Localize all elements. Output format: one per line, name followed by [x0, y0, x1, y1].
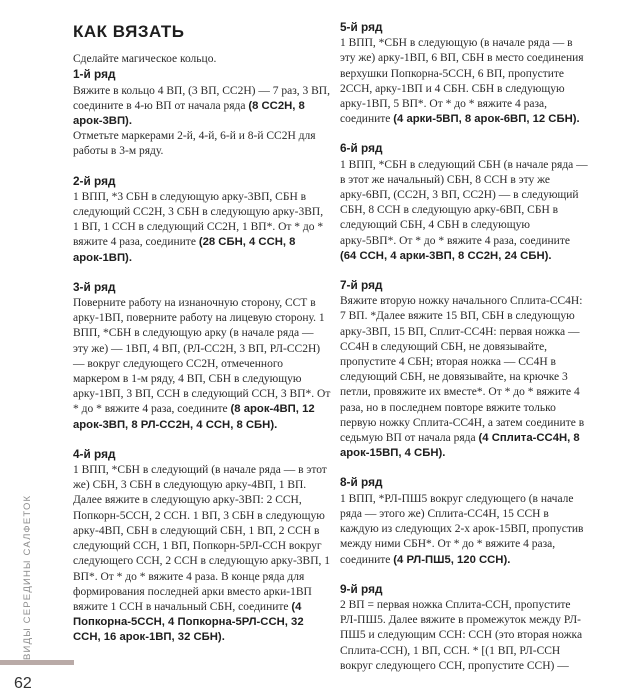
row-title: 5-й ряд [340, 20, 383, 34]
page-bar [0, 660, 74, 665]
right-sections [340, 20, 588, 674]
row-text: 1 ВПП, *СБН в следующую (в начале ряда — в эту же) арку-1ВП, 6 ВП, СБН в место соединения верхушки Попкорна-5ССН, 6 ВП, пропустите 2ССН, арку-1ВП и 4 СБН. СБН в следующую арку-1ВП, 5 ВП*. От * до * вяжите 4 раза, соедините [340, 37, 584, 126]
row-instructions [73, 190, 331, 266]
row-title: 1-й ряд [73, 67, 116, 82]
row-instructions [340, 36, 588, 127]
row-note: Отметьте маркерами 2-й, 4-й, 6-й и 8-й СС2Н для работы в 3-м ряду. [73, 130, 316, 158]
row-title: 3-й ряд [73, 279, 116, 294]
row-text: Вяжите вторую ножку начального Сплита-СС4Н: 7 ВП. *Далее вяжите 15 ВП, СБН в следующую арку-3ВП, 15 ВП, Сплит-СС4Н: первая ножка — СС4Н в следующий СБН, не довязывайте, пропустите 4 СБН; вторая ножка — СС4Н в следующий СБН, не довязывайте, на крючке 3 петли, провяжите их вместе*. От * до * вяжите 4 раза, но в последнем повторе вяжите только первую ножку Сплита-СС4Н, а затем соедините в седьмую ВП от начала ряда [340, 295, 585, 445]
row-summary: (4 РЛ-ПШ5, 120 ССН). [393, 553, 511, 566]
row-title: 2-й ряд [73, 173, 116, 188]
row-section [73, 174, 331, 266]
row-instructions [73, 84, 331, 130]
row-section [73, 67, 331, 159]
row-instructions [73, 463, 331, 645]
row-instructions [340, 294, 588, 461]
row-text: Вяжите в кольцо 4 ВП, (3 ВП, СС2Н) — 7 раз, 3 ВП, соедините в 4-ю ВП от начала ряда [73, 84, 330, 112]
row-summary: (64 ССН, 4 арки-3ВП, 8 СС2Н, 24 СБН). [340, 249, 552, 262]
row-section [340, 582, 588, 674]
left-sections [73, 67, 331, 645]
row-summary: (4 Попкорна-5ССН, 4 Попкорна-5РЛ-ССН, 32 ССН, 16 арок-1ВП, 32 СБН). [73, 600, 304, 644]
row-text: 1 ВПП, *3 СБН в следующую арку-3ВП, СБН в следующий СС2Н, 3 СБН в следующую арку-3ВП, 1 ВП, 1 ССН в следующий СС2Н, 1 ВП*. От * до * вяжите 4 раза, соедините [73, 190, 324, 249]
left-column [73, 0, 331, 660]
row-text: 1 ВПП, *РЛ-ПШ5 вокруг следующего (в начале ряда — этого же) Сплита-СС4Н, 15 ССН в каждую из следующих 2-х арок-15ВП, пропустив между ними СБН*. От * до * вяжите 4 раза, соедините [340, 492, 584, 566]
row-instructions [340, 492, 588, 568]
row-title: 9-й ряд [340, 581, 383, 596]
row-section [340, 141, 588, 264]
row-section [73, 447, 331, 646]
row-summary: (4 арки-5ВП, 8 арок-6ВП, 12 СБН). [393, 113, 580, 126]
row-instructions [340, 158, 588, 264]
row-section [340, 278, 588, 461]
row-instructions [73, 296, 331, 433]
row-summary: (8 СС2Н, 8 арок-3ВП). [73, 99, 305, 128]
right-column [340, 0, 588, 688]
row-text: Поверните работу на изнаночную сторону, ССТ в арку-1ВП, поверните работу на лицевую сторону. 1 ВПП, *СБН в следующую арку (в начале ряда — эту же) — 1ВП, 4 ВП, (РЛ-СС2Н, 3 ВП, РЛ-СС2Н) — вокруг следующего СС2Н, отмеченного маркером в 1-м ряду, 4 ВП, СБН в следующую арку-1ВП, 3 ВП, ССН в следующий ССН, 3 ВП*. От * до * вяжите 4 раза, соедините [73, 297, 331, 416]
page-number: 62 [14, 675, 32, 692]
row-text: 1 ВПП, *СБН в следующий СБН (в начале ряда — в этот же начальный) СБН, 8 ССН в эту же арку-6ВП, (СС2Н, 3 ВП, СС2Н) — в следующий СБН, 8 ССН в следующую арку-6ВП, СБН в следующий СБН, 4 СБН в следующую арку-5ВП*. От * до * вяжите 4 раза, соедините [340, 158, 588, 247]
row-title: 4-й ряд [73, 446, 116, 461]
row-summary: (4 Сплита-СС4Н, 8 арок-15ВП, 4 СБН). [340, 432, 580, 460]
row-text: 2 ВП = первая ножка Сплита-ССН, пропустите РЛ-ПШ5. Далее вяжите в промежуток между РЛ-ПШ5 и следующим ССН: ССН (это вторая ножка Сплита-ССН), 1 ВП, ССН. * [(1 ВП, РЛ-ССН вокруг следующего ССН, пропустите ССН) — [340, 598, 583, 672]
sidebar-chapter-label: ВИДЫ СЕРЕДИНЫ САЛФЕТОК [22, 494, 33, 660]
row-text: 1 ВПП, *СБН в следующий (в начале ряда — в этот же) СБН, 3 СБН в следующую арку-4ВП, 1 ВП. Далее вяжите в следующую арку-3ВП: 2 ССН, Попкорн-5ССН, 2 ССН. 1 ВП, 3 СБН в следующую арку-4ВП, СБН в следующий СБН, 1 ВП, 2 ССН в следующий ССН, 1 ВП, Попкорн-5РЛ-ССН вокруг следующего ССН, 2 ССН в следующую арку-3ВП, 1 ВП*. От * до * вяжите 4 раза. В конце ряда для формирования последней арки вместо арки-1ВП вяжите 1 ССН в начальный СБН, соедините [73, 464, 330, 613]
row-section [340, 475, 588, 567]
row-instructions [340, 598, 588, 674]
page-heading: КАК ВЯЗАТЬ [73, 22, 185, 41]
row-title: 6-й ряд [340, 141, 383, 156]
row-summary: (28 СБН, 4 ССН, 8 арок-1ВП). [73, 236, 296, 264]
row-section [73, 280, 331, 433]
row-summary: (8 арок-4ВП, 12 арок-3ВП, 8 РЛ-СС2Н, 4 ССН, 8 СБН). [73, 403, 315, 431]
intro-text: Сделайте магическое кольцо. [73, 53, 217, 66]
row-section [340, 20, 588, 127]
row-title: 7-й ряд [340, 278, 383, 293]
row-title: 8-й ряд [340, 475, 383, 490]
